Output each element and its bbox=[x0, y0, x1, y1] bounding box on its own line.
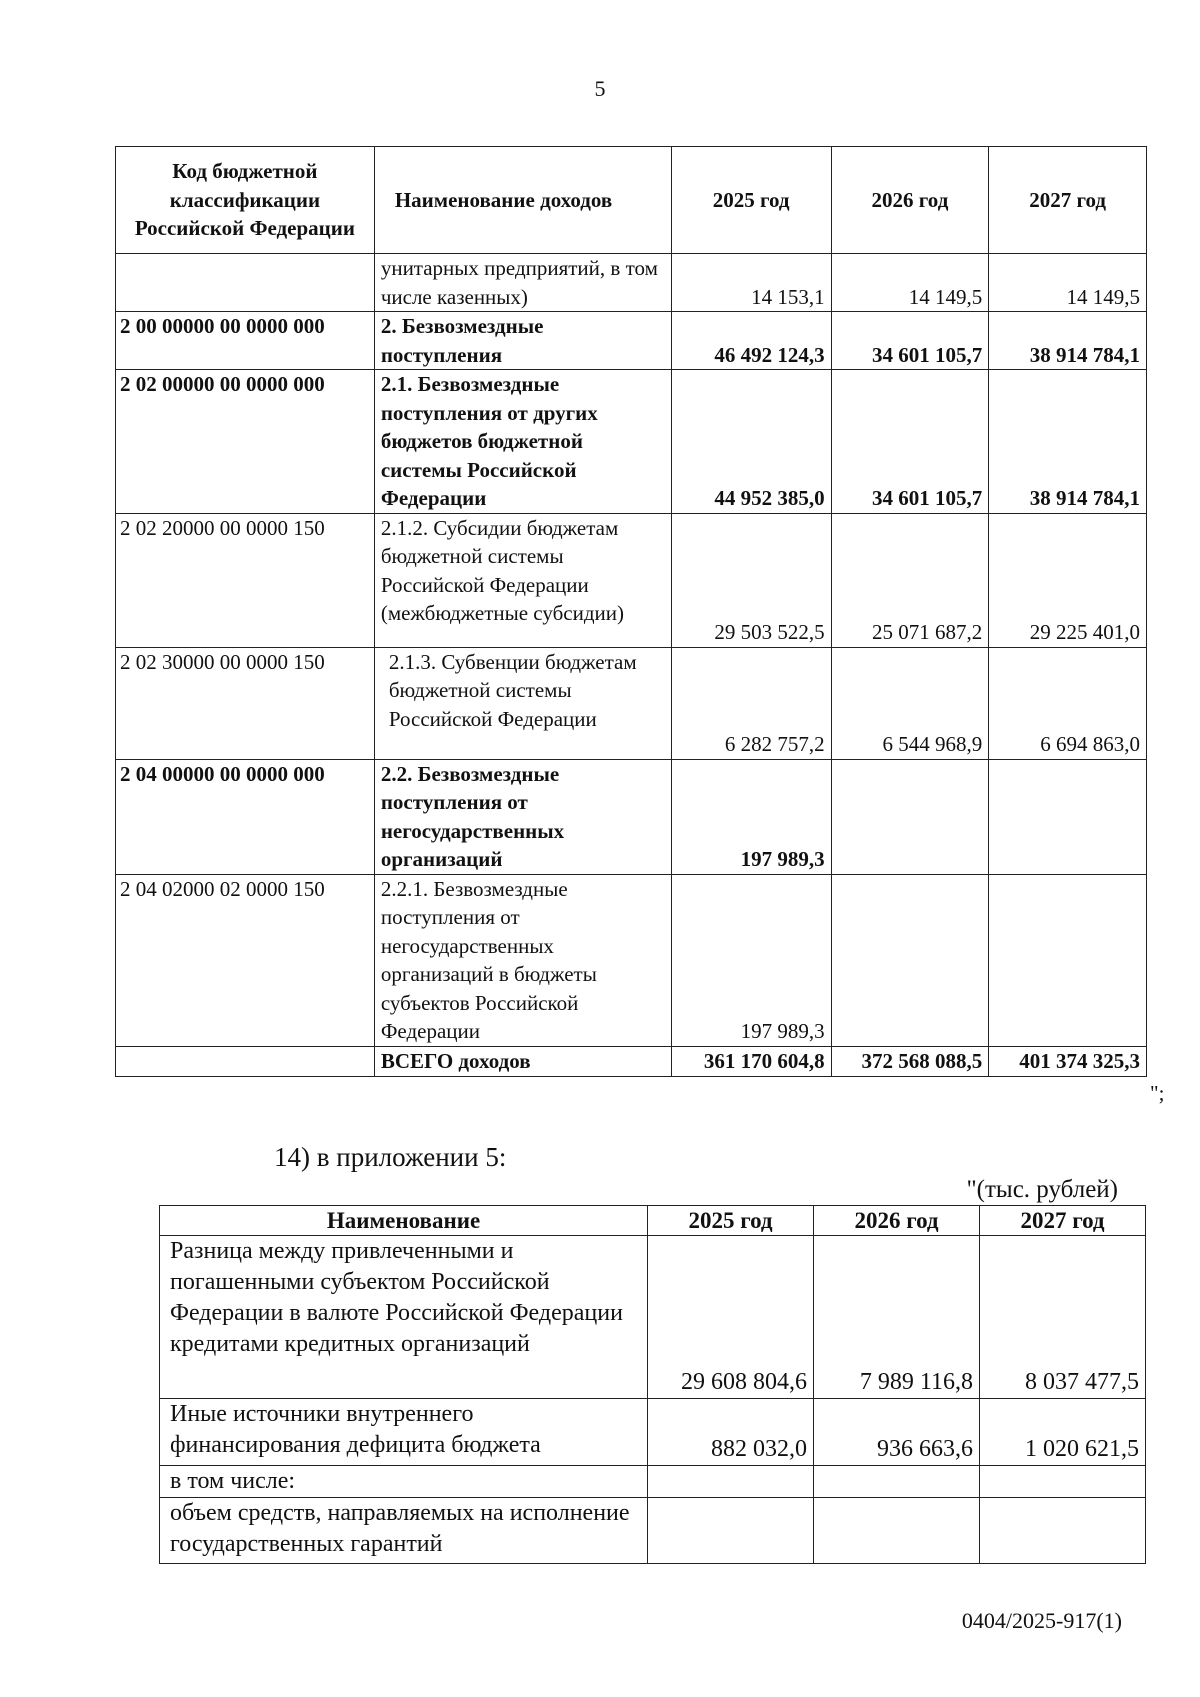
row-value-2025 bbox=[648, 1466, 814, 1498]
row-value-2027 bbox=[980, 1498, 1146, 1564]
table-row bbox=[160, 1498, 1146, 1564]
row-value-2027: 401 374 325,3 bbox=[989, 1046, 1147, 1076]
row-value-2026: 936 663,6 bbox=[814, 1399, 980, 1466]
row-value-2027 bbox=[980, 1466, 1146, 1498]
row-code: 2 02 00000 00 0000 000 bbox=[116, 370, 375, 514]
row-code bbox=[116, 254, 375, 312]
row-value-2026 bbox=[831, 759, 989, 874]
table-row bbox=[160, 1466, 1146, 1498]
table-row bbox=[116, 312, 1147, 370]
table-header-row bbox=[160, 1206, 1146, 1236]
header-2026: 2026 год bbox=[814, 1206, 980, 1236]
row-value-2025 bbox=[648, 1498, 814, 1564]
table-row bbox=[116, 370, 1147, 514]
table-header-row bbox=[116, 147, 1147, 254]
header-2026: 2026 год bbox=[831, 147, 989, 254]
row-name: ВСЕГО доходов bbox=[374, 1046, 671, 1076]
table-row bbox=[116, 759, 1147, 874]
financing-table bbox=[159, 1205, 1146, 1564]
row-value-2025: 29 608 804,6 bbox=[648, 1236, 814, 1399]
section-heading: 14) в приложении 5: bbox=[274, 1142, 507, 1172]
table-row bbox=[116, 254, 1147, 312]
row-value-2026: 6 544 968,9 bbox=[831, 647, 989, 759]
row-code bbox=[116, 1046, 375, 1076]
table-row bbox=[116, 647, 1147, 759]
header-code: Код бюджетной классификации Российской Федерации bbox=[116, 147, 375, 254]
row-value-2025: 882 032,0 bbox=[648, 1399, 814, 1466]
revenue-table bbox=[115, 146, 1147, 1077]
row-value-2027: 8 037 477,5 bbox=[980, 1236, 1146, 1399]
table-row bbox=[160, 1399, 1146, 1466]
row-value-2025: 361 170 604,8 bbox=[671, 1046, 831, 1076]
row-value-2026 bbox=[831, 874, 989, 1046]
header-2025: 2025 год bbox=[648, 1206, 814, 1236]
table-row bbox=[160, 1236, 1146, 1399]
table-row bbox=[116, 874, 1147, 1046]
total-row bbox=[116, 1046, 1147, 1076]
row-value-2026: 14 149,5 bbox=[831, 254, 989, 312]
row-value-2027: 38 914 784,1 bbox=[989, 370, 1147, 514]
row-value-2026: 25 071 687,2 bbox=[831, 513, 989, 647]
row-value-2027 bbox=[989, 759, 1147, 874]
row-name: 2. Безвозмездные поступления bbox=[374, 312, 671, 370]
row-value-2026: 372 568 088,5 bbox=[831, 1046, 989, 1076]
closing-quote-mark: "; bbox=[1150, 1081, 1165, 1105]
row-value-2025: 14 153,1 bbox=[671, 254, 831, 312]
row-value-2026: 7 989 116,8 bbox=[814, 1236, 980, 1399]
header-name: Наименование bbox=[160, 1206, 648, 1236]
table-row bbox=[116, 513, 1147, 647]
row-value-2025: 29 503 522,5 bbox=[671, 513, 831, 647]
row-value-2025: 197 989,3 bbox=[671, 759, 831, 874]
row-value-2025: 44 952 385,0 bbox=[671, 370, 831, 514]
row-name: 2.1.3. Субвенции бюджетам бюджетной системы Российской Федерации bbox=[374, 647, 671, 759]
row-value-2025: 46 492 124,3 bbox=[671, 312, 831, 370]
row-value-2026 bbox=[814, 1466, 980, 1498]
row-name: Разница между привлеченными и погашенными субъектом Российской Федерации в валюте Российской Федерации кредитами кредитных организаций bbox=[160, 1236, 648, 1399]
row-value-2027: 29 225 401,0 bbox=[989, 513, 1147, 647]
row-code: 2 02 30000 00 0000 150 bbox=[116, 647, 375, 759]
row-name: 2.2. Безвозмездные поступления от негосударственных организаций bbox=[374, 759, 671, 874]
header-name: Наименование доходов bbox=[374, 147, 671, 254]
unit-label: "(тыс. рублей) bbox=[966, 1176, 1118, 1203]
row-code: 2 02 20000 00 0000 150 bbox=[116, 513, 375, 647]
header-2027: 2027 год bbox=[989, 147, 1147, 254]
row-name: унитарных предприятий, в том числе казенных) bbox=[374, 254, 671, 312]
row-value-2026 bbox=[814, 1498, 980, 1564]
row-code: 2 00 00000 00 0000 000 bbox=[116, 312, 375, 370]
header-2027: 2027 год bbox=[980, 1206, 1146, 1236]
row-value-2027: 14 149,5 bbox=[989, 254, 1147, 312]
page-number: 5 bbox=[594, 76, 606, 101]
row-value-2025: 197 989,3 bbox=[671, 874, 831, 1046]
row-value-2026: 34 601 105,7 bbox=[831, 312, 989, 370]
row-value-2027 bbox=[989, 874, 1147, 1046]
row-code: 2 04 02000 02 0000 150 bbox=[116, 874, 375, 1046]
header-2025: 2025 год bbox=[671, 147, 831, 254]
row-value-2027: 1 020 621,5 bbox=[980, 1399, 1146, 1466]
document-id: 0404/2025-917(1) bbox=[961, 1608, 1122, 1633]
row-code: 2 04 00000 00 0000 000 bbox=[116, 759, 375, 874]
row-name: 2.2.1. Безвозмездные поступления от негосударственных организаций в бюджеты субъектов Российской Федерации bbox=[374, 874, 671, 1046]
row-value-2027: 38 914 784,1 bbox=[989, 312, 1147, 370]
row-name: в том числе: bbox=[160, 1466, 648, 1498]
row-name: 2.1. Безвозмездные поступления от других бюджетов бюджетной системы Российской Федерации bbox=[374, 370, 671, 514]
row-name: объем средств, направляемых на исполнение государственных гарантий bbox=[160, 1498, 648, 1564]
row-value-2025: 6 282 757,2 bbox=[671, 647, 831, 759]
row-name: Иные источники внутреннего финансирования дефицита бюджета bbox=[160, 1399, 648, 1466]
row-value-2027: 6 694 863,0 bbox=[989, 647, 1147, 759]
row-name: 2.1.2. Субсидии бюджетам бюджетной системы Российской Федерации (межбюджетные субсидии) bbox=[374, 513, 671, 647]
row-value-2026: 34 601 105,7 bbox=[831, 370, 989, 514]
